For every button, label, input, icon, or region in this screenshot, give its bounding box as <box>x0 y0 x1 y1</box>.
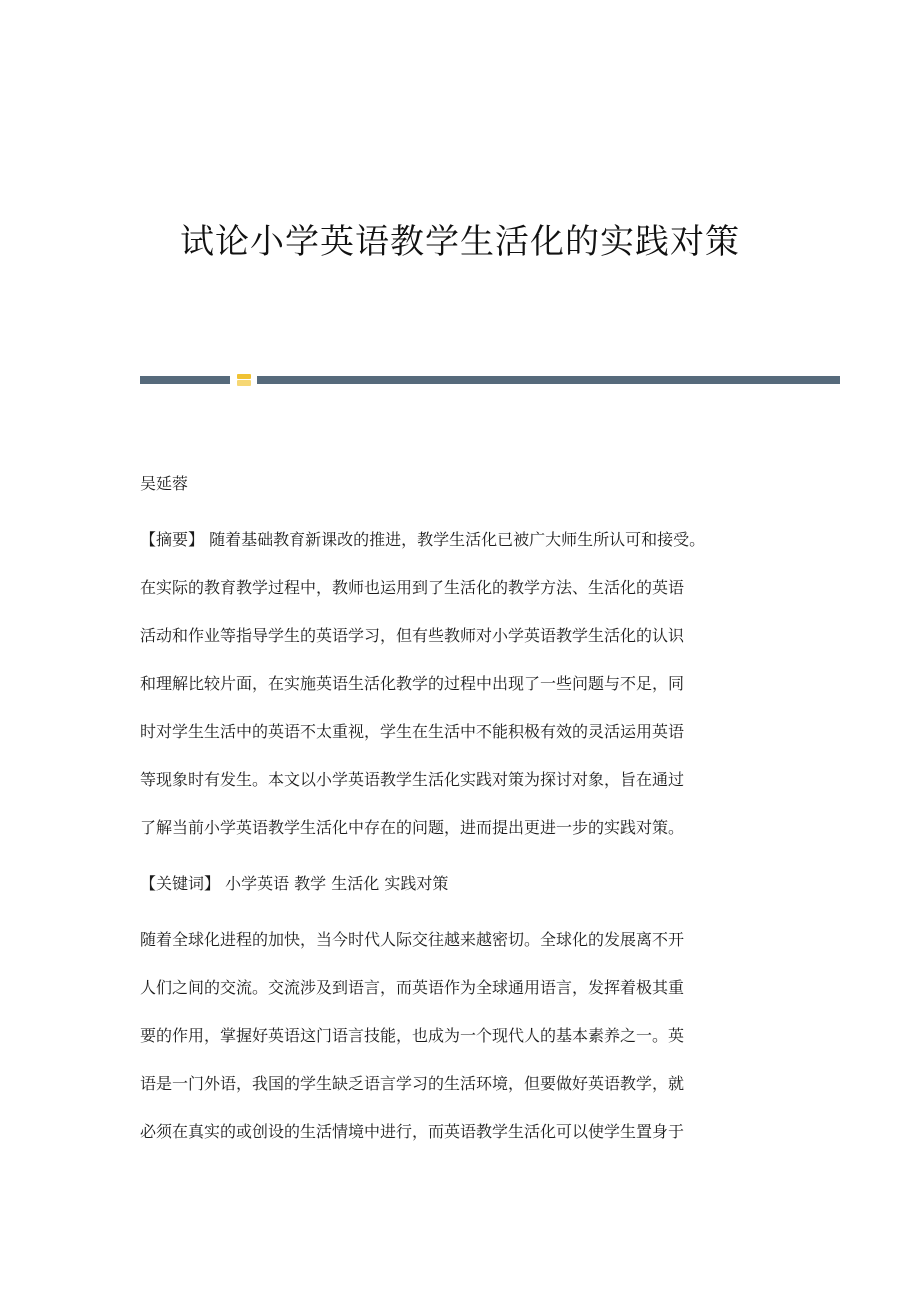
keywords-line: 【关键词】 小学英语 教学 生活化 实践对策 <box>140 874 449 893</box>
body-line: 语是一门外语，我国的学生缺乏语言学习的生活环境，但要做好英语教学，就 <box>140 1074 685 1093</box>
abstract-line: 了解当前小学英语教学生活化中存在的问题，进而提出更进一步的实践对策。 <box>140 818 685 837</box>
abstract-line: 在实际的教育教学过程中，教师也运用到了生活化的教学方法、生活化的英语 <box>140 578 685 597</box>
document-title: 试论小学英语教学生活化的实践对策 <box>180 222 740 262</box>
body-line: 人们之间的交流。交流涉及到语言，而英语作为全球通用语言，发挥着极其重 <box>140 978 685 997</box>
body-line: 要的作用，掌握好英语这门语言技能，也成为一个现代人的基本素养之一。英 <box>140 1026 685 1045</box>
body-line: 随着全球化进程的加快，当今时代人际交往越来越密切。全球化的发展离不开 <box>140 930 685 949</box>
title-divider <box>140 373 840 387</box>
divider-bar-left <box>140 376 230 384</box>
author-name: 吴延蓉 <box>140 474 189 493</box>
divider-bar-right <box>257 376 840 384</box>
body-line: 必须在真实的或创设的生活情境中进行，而英语教学生活化可以使学生置身于 <box>140 1122 685 1141</box>
abstract-line: 时对学生生活中的英语不太重视，学生在生活中不能积极有效的灵活运用英语 <box>140 722 685 741</box>
abstract-line: 活动和作业等指导学生的英语学习，但有些教师对小学英语教学生活化的认识 <box>140 626 685 645</box>
abstract-line: 等现象时有发生。本文以小学英语教学生活化实践对策为探讨对象，旨在通过 <box>140 770 685 789</box>
abstract-line: 【摘要】 随着基础教育新课改的推进，教学生活化已被广大师生所认可和接受。 <box>140 530 706 549</box>
divider-ornament-icon <box>237 374 251 386</box>
abstract-line: 和理解比较片面，在实施英语生活化教学的过程中出现了一些问题与不足，同 <box>140 674 685 693</box>
